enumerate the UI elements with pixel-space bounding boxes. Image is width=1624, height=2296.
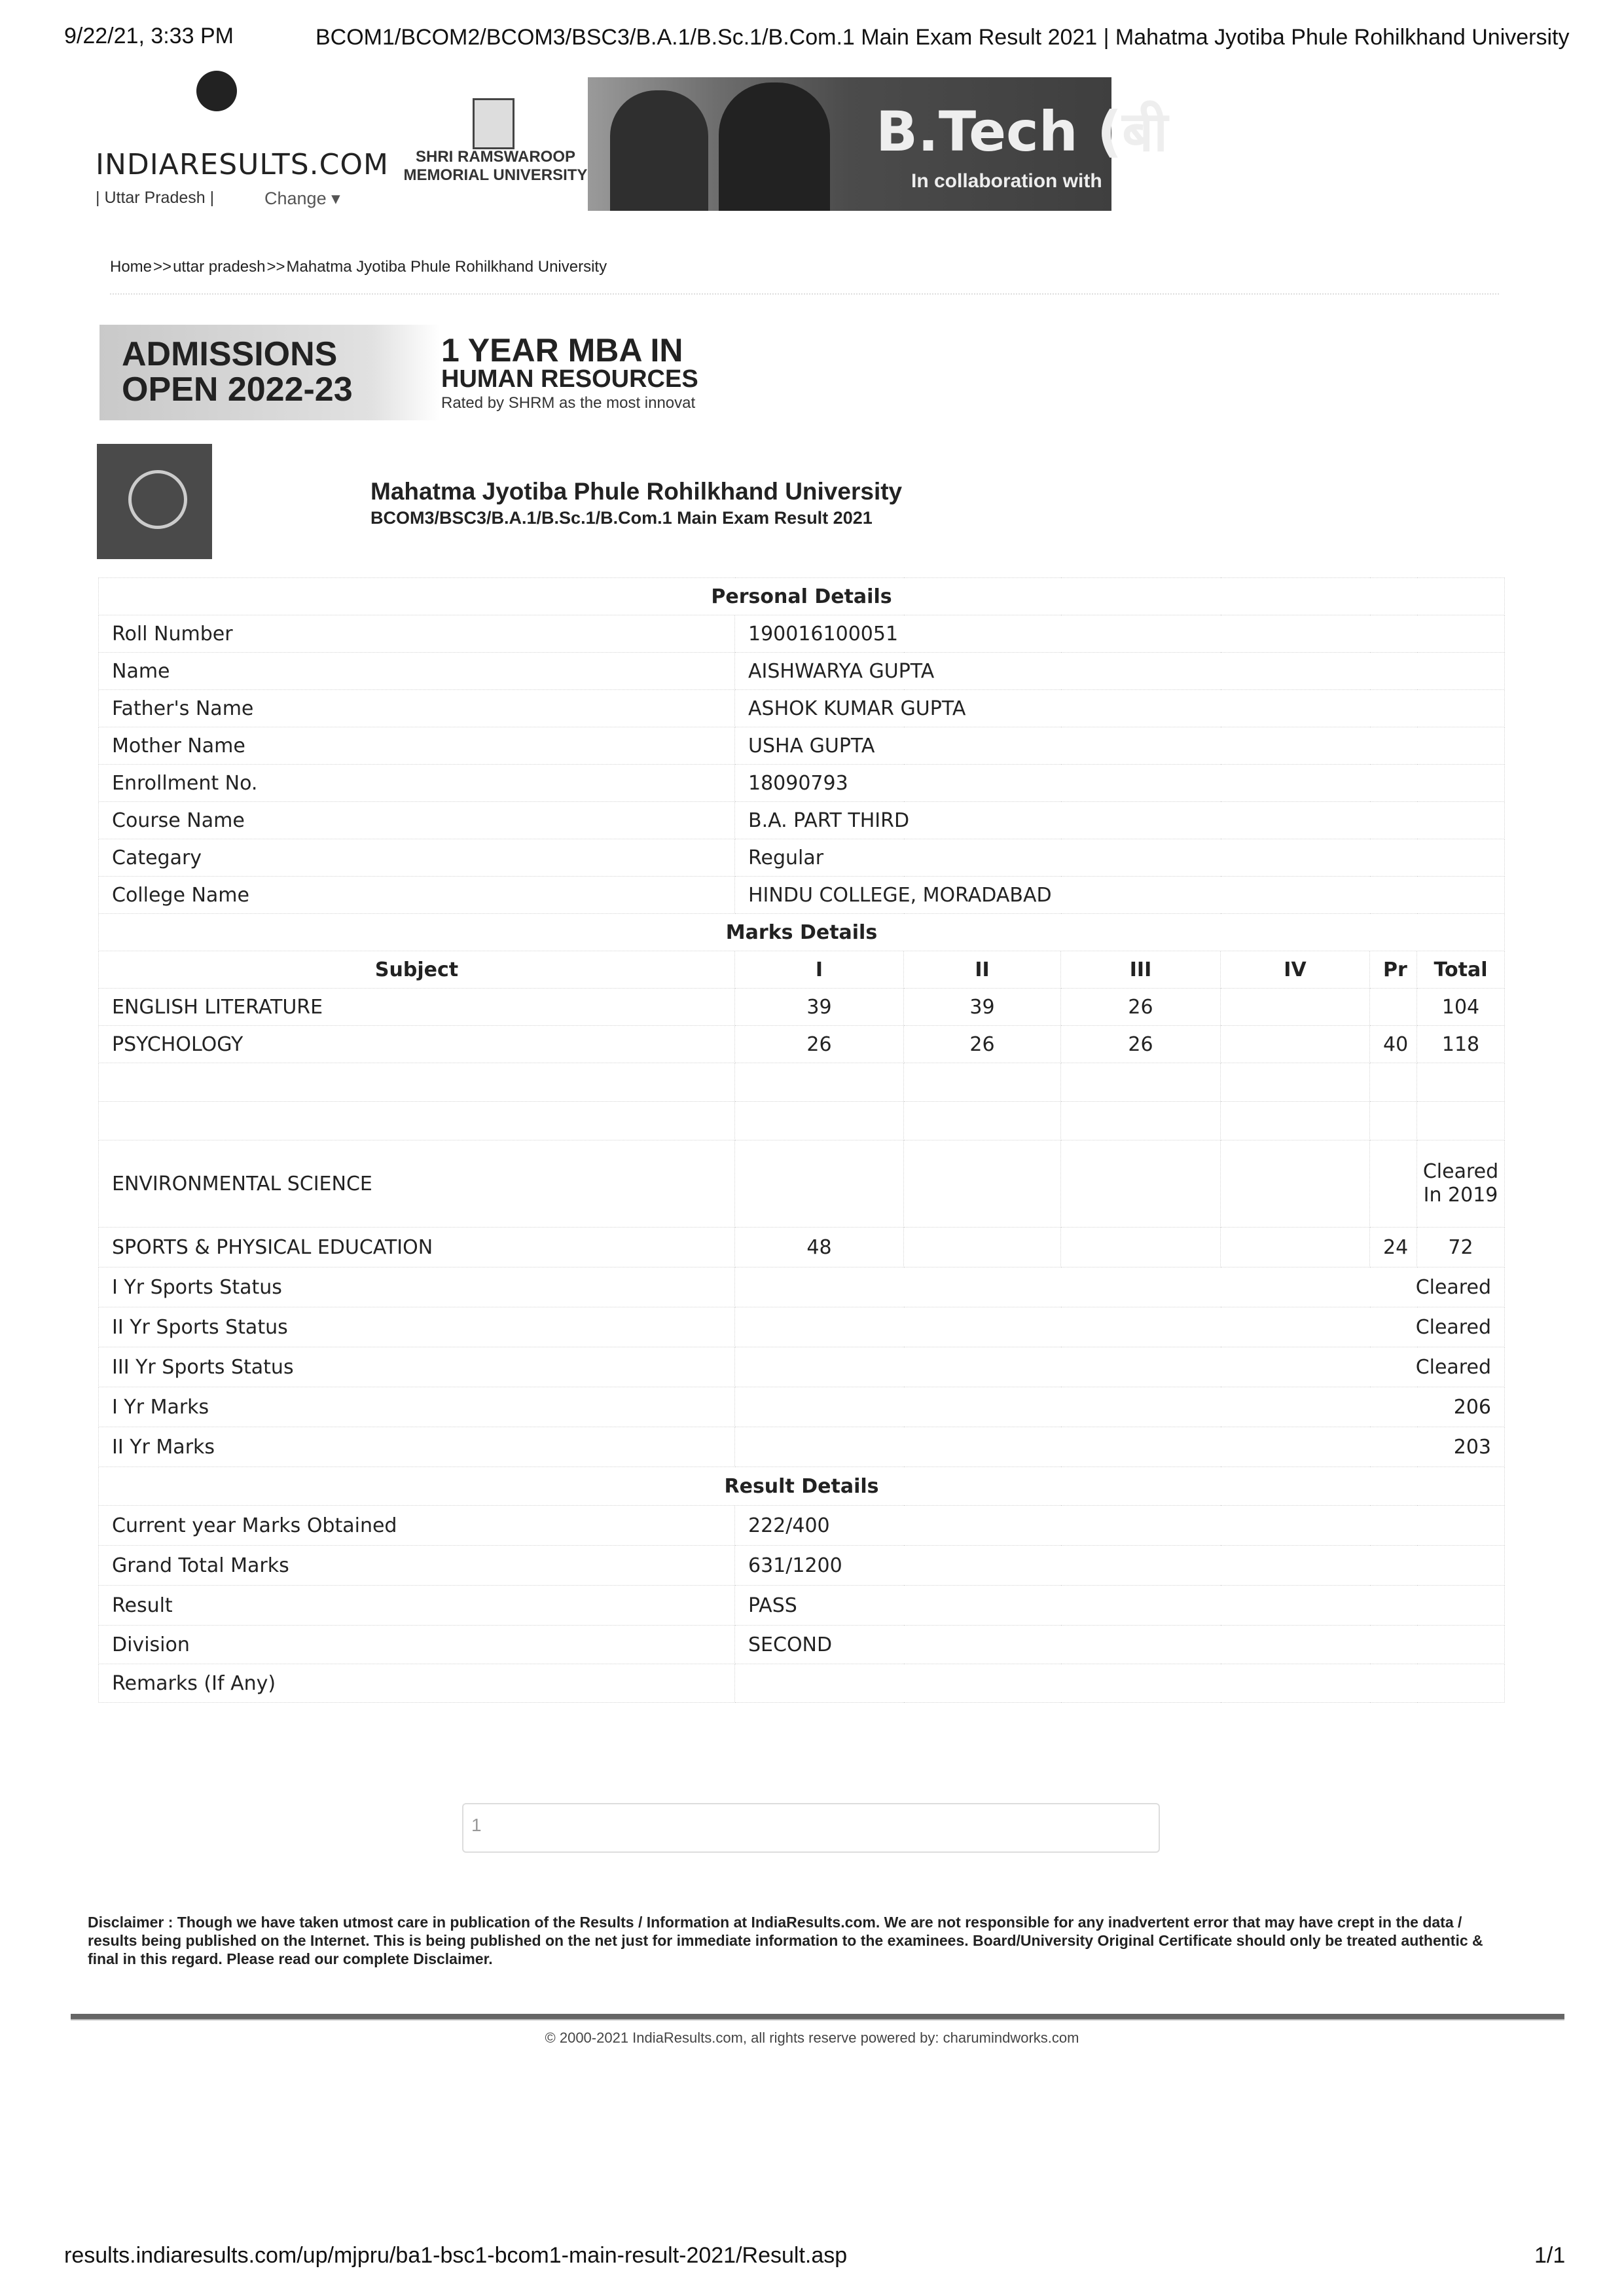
- divider: [110, 293, 1499, 295]
- field-value: [735, 1664, 1505, 1703]
- table-row: [99, 1626, 1505, 1664]
- marks-details-heading: Marks Details: [99, 914, 1505, 951]
- table-row: [99, 1546, 1505, 1586]
- column-header: I: [735, 951, 904, 989]
- srmu-emblem-icon[interactable]: [473, 98, 514, 149]
- field-value: 631/1200: [735, 1546, 1505, 1586]
- mark-cell: 26: [1061, 1026, 1221, 1063]
- empty-row: [99, 1063, 1505, 1102]
- mark-cell: 26: [904, 1026, 1061, 1063]
- mark-cell: [1221, 1026, 1370, 1063]
- field-value: 190016100051: [735, 615, 1505, 653]
- mark-cell: [1221, 989, 1370, 1026]
- status-row: [99, 1267, 1505, 1307]
- srmu-name[interactable]: SHRI RAMSWAROOP MEMORIAL UNIVERSITY: [403, 148, 588, 184]
- field-label: II Yr Sports Status: [99, 1307, 735, 1347]
- column-header: Total: [1417, 951, 1505, 989]
- subject-name: ENVIRONMENTAL SCIENCE: [99, 1140, 735, 1228]
- field-label: Roll Number: [99, 615, 735, 653]
- mark-cell: 39: [904, 989, 1061, 1026]
- section-heading-row: [99, 1467, 1505, 1506]
- subject-name: PSYCHOLOGY: [99, 1026, 735, 1063]
- subject-row: [99, 989, 1505, 1026]
- mark-cell: 40: [1370, 1026, 1417, 1063]
- indiaresults-logo-icon[interactable]: [196, 71, 237, 111]
- field-value: HINDU COLLEGE, MORADABAD: [735, 877, 1505, 914]
- field-value: Cleared: [735, 1347, 1505, 1387]
- site-logo-text[interactable]: INDIARESULTS.COM: [96, 148, 389, 181]
- mba-ad-banner[interactable]: [99, 325, 782, 420]
- field-value: 206: [735, 1387, 1505, 1427]
- mark-cell: 39: [735, 989, 904, 1026]
- university-name: Mahatma Jyotiba Phule Rohilkhand University: [370, 478, 903, 505]
- table-row: [99, 1506, 1505, 1546]
- print-page-number: 1/1: [1534, 2243, 1566, 2268]
- subject-row: [99, 1228, 1505, 1267]
- section-heading-row: [99, 578, 1505, 615]
- field-value: 203: [735, 1427, 1505, 1467]
- status-row: [99, 1387, 1505, 1427]
- field-label: III Yr Sports Status: [99, 1347, 735, 1387]
- field-value: Regular: [735, 839, 1505, 877]
- field-value: Cleared: [735, 1307, 1505, 1347]
- column-header: IV: [1221, 951, 1370, 989]
- total-cell: Cleared In 2019: [1417, 1140, 1505, 1228]
- field-label: Grand Total Marks: [99, 1546, 735, 1586]
- field-label: College Name: [99, 877, 735, 914]
- field-label: Division: [99, 1626, 735, 1664]
- ad-hr-text: HUMAN RESOURCES: [441, 365, 698, 393]
- mark-cell: 24: [1370, 1228, 1417, 1267]
- table-row: [99, 690, 1505, 727]
- table-row: [99, 877, 1505, 914]
- field-value: PASS: [735, 1586, 1505, 1626]
- table-row: [99, 765, 1505, 802]
- page-number: 1: [471, 1815, 482, 1835]
- page-number-box[interactable]: [462, 1803, 1160, 1853]
- status-row: [99, 1307, 1505, 1347]
- subject-name: ENGLISH LITERATURE: [99, 989, 735, 1026]
- field-label: Remarks (If Any): [99, 1664, 735, 1703]
- field-value: Cleared: [735, 1267, 1505, 1307]
- table-row: [99, 653, 1505, 690]
- ad-admissions-line: ADMISSIONS: [122, 335, 338, 373]
- empty-row: [99, 1102, 1505, 1140]
- ad-rated-text: Rated by SHRM as the most innovat: [441, 394, 696, 412]
- column-header: Subject: [99, 951, 735, 989]
- total-cell: 118: [1417, 1026, 1505, 1063]
- field-label: Current year Marks Obtained: [99, 1506, 735, 1546]
- column-header: III: [1061, 951, 1221, 989]
- personal-details-heading: Personal Details: [99, 578, 1505, 615]
- footer-divider: [71, 2014, 1564, 2020]
- column-header: II: [904, 951, 1061, 989]
- table-row: [99, 839, 1505, 877]
- field-label: Mother Name: [99, 727, 735, 765]
- total-cell: 72: [1417, 1228, 1505, 1267]
- banner-title: B.Tech (बी: [876, 100, 1168, 164]
- copyright-text: © 2000-2021 IndiaResults.com, all rights reserve powered by: charumindworks.com: [545, 2030, 1079, 2046]
- ad-mba-text: 1 YEAR MBA IN: [441, 332, 683, 369]
- field-value: B.A. PART THIRD: [735, 802, 1505, 839]
- column-header: Pr: [1370, 951, 1417, 989]
- field-label: I Yr Marks: [99, 1387, 735, 1427]
- section-heading-row: [99, 914, 1505, 951]
- field-label: Name: [99, 653, 735, 690]
- breadcrumb-separator: >>: [266, 258, 285, 276]
- field-value: AISHWARYA GUPTA: [735, 653, 1505, 690]
- field-value: USHA GUPTA: [735, 727, 1505, 765]
- field-label: Enrollment No.: [99, 765, 735, 802]
- disclaimer-text: Disclaimer : Though we have taken utmost care in publication of the Results / Information at IndiaResults.com. We are not responsible for any inadvertent error that may have crept in the data / results being published on the Internet. This is being published on the net just for immediate information to the examinees. Board/University Original Certificate should only be treated authentic & final in this regard. Please read our complete Disclaimer.: [88, 1914, 1483, 1967]
- field-label: Result: [99, 1586, 735, 1626]
- banner-person-image: [719, 82, 830, 211]
- field-value: SECOND: [735, 1626, 1505, 1664]
- table-row: [99, 615, 1505, 653]
- subject-row: [99, 1026, 1505, 1063]
- breadcrumb-university: Mahatma Jyotiba Phule Rohilkhand University: [286, 258, 607, 276]
- subject-name: SPORTS & PHYSICAL EDUCATION: [99, 1228, 735, 1267]
- breadcrumb-separator: >>: [153, 258, 172, 276]
- status-row: [99, 1347, 1505, 1387]
- university-emblem-icon: [97, 444, 212, 559]
- field-value: 18090793: [735, 765, 1505, 802]
- btech-ad-banner[interactable]: [588, 77, 1168, 211]
- total-cell: 104: [1417, 989, 1505, 1026]
- status-row: [99, 1427, 1505, 1467]
- exam-title: BCOM3/BSC3/B.A.1/B.Sc.1/B.Com.1 Main Exam Result 2021: [370, 508, 873, 528]
- breadcrumb-home[interactable]: Home: [110, 258, 153, 276]
- mark-cell: 26: [735, 1026, 904, 1063]
- breadcrumb-state[interactable]: uttar pradesh: [173, 258, 266, 276]
- table-row: [99, 1664, 1505, 1703]
- mark-cell: [1370, 989, 1417, 1026]
- banner-subtitle: In collaboration with: [911, 170, 1102, 192]
- field-label: Categary: [99, 839, 735, 877]
- mark-cell: 26: [1061, 989, 1221, 1026]
- marks-header-row: [99, 951, 1505, 989]
- subject-row: [99, 1140, 1505, 1228]
- print-title: BCOM1/BCOM2/BCOM3/BSC3/B.A.1/B.Sc.1/B.Com.1 Main Exam Result 2021 | Mahatma Jyotiba Phule Rohilkhand University: [316, 25, 1570, 50]
- field-label: II Yr Marks: [99, 1427, 735, 1467]
- table-row: [99, 802, 1505, 839]
- field-label: I Yr Sports Status: [99, 1267, 735, 1307]
- field-value: ASHOK KUMAR GUPTA: [735, 690, 1505, 727]
- change-state-link[interactable]: Change ▾: [264, 189, 340, 208]
- field-value: 222/400: [735, 1506, 1505, 1546]
- banner-person-image: [610, 90, 708, 211]
- emblem-ring: [128, 470, 187, 529]
- result-table: [98, 577, 1505, 1703]
- print-url: results.indiaresults.com/up/mjpru/ba1-bsc1-bcom1-main-result-2021/Result.asp: [64, 2243, 848, 2268]
- ad-open-line: OPEN 2022-23: [122, 371, 353, 409]
- breadcrumb: [110, 258, 607, 276]
- field-label: Course Name: [99, 802, 735, 839]
- result-details-heading: Result Details: [99, 1467, 1505, 1506]
- table-row: [99, 727, 1505, 765]
- mark-cell: 48: [735, 1228, 904, 1267]
- print-date: 9/22/21, 3:33 PM: [64, 24, 234, 48]
- state-label: | Uttar Pradesh |: [96, 189, 215, 207]
- ad-admissions-text: [122, 337, 353, 407]
- field-label: Father's Name: [99, 690, 735, 727]
- table-row: [99, 1586, 1505, 1626]
